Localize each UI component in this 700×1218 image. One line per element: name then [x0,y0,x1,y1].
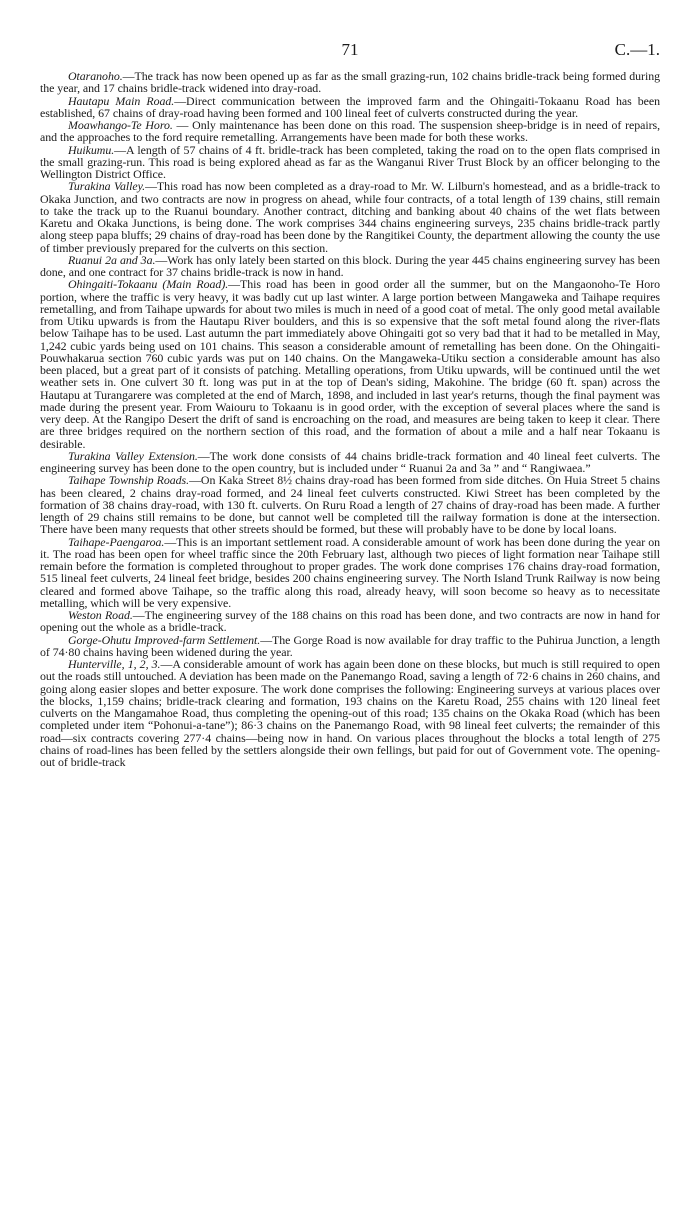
paragraph-heading: Hautapu Main Road. [68,93,175,108]
body-text [40,70,660,768]
paragraph-otaranoho [40,70,660,95]
paragraph-moawhango-te-horo [40,119,660,144]
paragraph-gorge-ohutu [40,634,660,659]
paragraph-text: —A length of 57 chains of 4 ft. bridle-track has been completed, taking the road on to the open flats comprised in the small grazing-run. This road is being explored ahead as far as the Wanganui River Trust Block by an officer belonging to the Wellington District Office. [40,142,660,181]
paragraph-text: —The work done consists of 44 chains bridle-track formation and 40 lineal feet culverts. The engineering survey has been done to the open country, but is included under “ Ruanui 2a and 3a ” and “ Rangiwaea.” [40,448,660,475]
paragraph-turakina-valley-extension [40,450,660,475]
paragraph-taihape-paengaroa [40,536,660,610]
paragraph-heading: Hunterville, 1, 2, 3. [68,657,161,671]
paragraph-hunterville [40,658,660,768]
paragraph-heading: Taihape-Paengaroa. [68,534,165,549]
paragraph-text: — Only maintenance has been done on this road. The suspension sheep-bridge is in need of repairs, and the approaches to the ford require remetalling. Arrangements have been made for both these works. [40,118,660,145]
paragraph-huikumu [40,144,660,181]
paragraph-heading: Ruanui 2a and 3a. [68,252,156,267]
paragraph-text: —Direct communication between the improved farm and the Ohingaiti-Tokaanu Road has been established, 67 chains of dray-road having been formed and 100 lineal feet of culverts constructed during the year. [40,93,660,120]
paragraph-heading: Ohingaiti-Tokaanu (Main Road). [68,277,229,292]
paragraph-text: —This is an important settlement road. A considerable amount of work has been done during the year on it. The road has been open for wheel traffic since the 20th February last, although two pieces of light formation near Taihape still remain before the formation is completed throughout to proper grades. The work done comprises 176 chains dray-road formation, 515 lineal feet culverts, 24 lineal feet bridge, besides 200 chains engineering survey. The North Island Trunk Railway is now being cleared and formed above Taihape, so the traffic along this road, already heavy, will soon become so heavy as to necessitate metalling, which will be very expensive. [40,534,660,610]
paragraph-text: —Work has only lately been started on this block. During the year 445 chains engineering survey has been done, and one contract for 37 chains bridle-track is now in hand. [40,252,660,279]
paragraph-heading: Gorge-Ohutu Improved-farm Settlement. [68,632,261,647]
paragraph-heading: Weston Road. [68,608,133,622]
paragraph-text: —The engineering survey of the 188 chains on this road has been done, and two contracts are now in hand for opening out the whole as a bridle-track. [40,608,660,635]
paragraph-ruanui [40,254,660,279]
paragraph-heading: Turakina Valley Extension. [68,448,198,463]
paragraph-heading: Turakina Valley. [68,179,146,194]
paragraph-heading: Huikumu. [68,142,115,157]
document-reference: C.—1. [614,40,660,59]
paragraph-weston-road [40,609,660,634]
paragraph-text: —On Kaka Street 8½ chains dray-road has been formed from side ditches. On Huia Street 5 chains has been cleared, 2 chains dray-road formed, and 24 lineal feet culverts constructed. Kiwi Street has been completed by the formation of 38 chains dray-road, with 130 ft. culverts. On Ruru Road a length of 27 chains of dray-road has been made. A further length of 29 chains still remains to be done, but cannot well be completed till the railway formation is done at the intersection. There have been many requests that other streets should be formed, but these will probably have to be done by local loans. [40,473,660,537]
page-number: 71 [341,40,359,59]
paragraph-text: —This road has now been completed as a dray-road to Mr. W. Lilburn's homestead, and as a bridle-track to Okaka Junction, and two contracts are now in progress on ahead, while four contracts, of a total length of 139 chains, still remain to take the track up to the Ruanui boundary. Another contract, ditching and banking about 40 chains of the wet flats between Karetu and Okaka Junctions, is being done. The work comprises 344 chains engineering surveys, 235 chains bridle-track partly along steep papa bluffs; 29 chains of dray-road has been done by the Rangitikei County, the department allowing the county the use of timber previously prepared for the culverts on this section. [40,179,660,255]
paragraph-heading: Taihape Township Roads. [68,473,190,488]
paragraph-hautapu-main-road [40,95,660,120]
paragraph-taihape-township-roads [40,474,660,535]
paragraph-text: —The track has now been opened up as far as the small grazing-run, 102 chains bridle-track being formed during the year, and 17 chains bridle-track widened into dray-road. [40,69,660,96]
paragraph-text: —A considerable amount of work has again been done on these blocks, but much is still required to open out the roads still untouched. A deviation has been made on the Panemango Road, saving a length of 72·6 chains in 260 chains, and going along easier slopes and better exposure. The work done comprises the following: Engineering surveys at various places over the blocks, 1,159 chains; bridle-track clearing and formation, 193 chains on the Karetu Road, 255 chains with 120 lineal feet culverts on the Mangamahoe Road, thus completing the opening-out of this road; 135 chains on the Okaka Road (which has been completed under item “Pohonui-a-tane”); 86·3 chains on the Panemango Road, with 98 lineal feet culverts; the remainder of this road—six contracts covering 277·4 chains—being now in hand. On various places throughout the blocks a total length of 275 chains of road-lines has been felled by the settlers alongside their own fellings, but paid for out of Government vote. The opening-out of bridle-track [40,657,661,769]
paragraph-text: —This road has been in good order all the summer, but on the Mangaonoho-Te Horo portion, where the traffic is very heavy, it was badly cut up last winter. A large portion between Mangaweka and Taihape requires remetalling, and from Taihape upwards for about two miles is much in need of a good coat of metal. The only good metal available from Utiku upwards is from the Hautapu River boulders, and this is so expensive that the soft metal found along the river-flats below Taihape has to be used. Last autumn the part immediately above Ohingaiti got so very bad that it had to be metalled in May, 1,242 cubic yards being used on 101 chains. This season a considerable amount of remetalling has been done. On the Ohingaiti-Pouwhakarua section 760 cubic yards was put on 140 chains. On the Mangaweka-Utiku section a considerable amount has also been placed, but a great part of it consists of patching. Metalling operations, from Utiku upwards, will be continued until the wet weather sets in. One culvert 30 ft. long was put in at the top of Dean's siding, Makohine. The bridge (60 ft. span) across the Hautapu at Turangarere was completed at the end of March, 1898, and included in last year's returns, though the final payment was made during the present year. From Waiouru to Tokaanu is in good order, with the exception of several places where the sand is very deep. At the Rangipo Desert the drift of sand is encroaching on the road, and measures are being taken to keep it clear. There are three bridges required on the northern section of this road, and the formation of about a mile and a half near Tokaanu is desirable. [40,277,661,451]
page-header [40,40,660,64]
paragraph-ohingaiti-tokaanu [40,278,660,450]
paragraph-text: —The Gorge Road is now available for dray traffic to the Puhirua Junction, a length of 74·80 chains having been widened during the year. [40,632,660,659]
paragraph-heading: Otaranoho. [68,69,123,83]
paragraph-heading: Moawhango-Te Horo. [68,118,173,132]
paragraph-turakina-valley [40,180,660,254]
